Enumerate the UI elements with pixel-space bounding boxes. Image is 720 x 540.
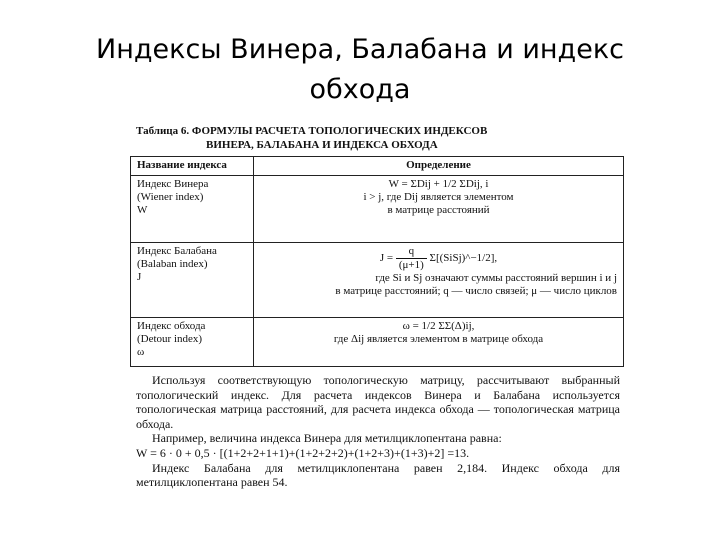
detour-name: Индекс обхода	[137, 320, 206, 332]
detour-name-cell	[131, 318, 254, 367]
balaban-explanation-1: где Si и Sj означают суммы расстояний вершин i и j	[375, 272, 617, 284]
detour-definition-cell	[254, 318, 624, 367]
wiener-formula: W = ΣDij + 1/2 ΣDij, i	[388, 178, 489, 190]
scanned-page	[128, 118, 626, 532]
detour-explanation: где Δij является элементом в матрице обхода	[333, 333, 544, 345]
balaban-fraction-den: (μ+1)	[398, 259, 424, 271]
table-caption-line1: Таблица 6. ФОРМУЛЫ РАСЧЕТА ТОПОЛОГИЧЕСКИХ ИНДЕКСОВ	[136, 125, 488, 137]
balaban-fraction-num: q	[396, 245, 427, 259]
balaban-formula-prefix: J =	[379, 252, 394, 265]
wiener-name-cell	[131, 176, 254, 243]
wiener-condition: i > j, где Dij является элементом	[363, 191, 514, 203]
table-row-balaban	[131, 243, 624, 318]
detour-formula: ω = 1/2 ΣΣ(Δ)ij,	[402, 320, 475, 332]
detour-name-en: (Detour index)	[137, 333, 203, 345]
slide-title-line1: Индексы Винера, Балабана и индекс	[96, 34, 624, 65]
header-definition: Определение	[254, 157, 624, 176]
balaban-name-en: (Balaban index)	[137, 258, 208, 270]
body-paragraph-1: Используя соответствующую топологическую матрицу, рассчитывают выбранный топологический индекс. Для расчета индексов Винера и Балабана используется топологическая матрица расстояний, для расчета индекса обхода — топологическая матрица обхода.	[136, 373, 620, 431]
table-caption-line2: ВИНЕРА, БАЛАБАНА И ИНДЕКСА ОБХОДА	[206, 139, 438, 151]
body-text	[128, 367, 626, 490]
body-paragraph-2-line1: Например, величина индекса Винера для метилциклопентана равна:	[152, 431, 502, 446]
balaban-name-cell	[131, 243, 254, 318]
body-paragraph-2-line2: W = 6 · 0 + 0,5 · [(1+2+2+1+1)+(1+2+2+2)+(1+2+3)+(1+3)+2] =13.	[136, 445, 470, 460]
balaban-formula-suffix: Σ[(SiSj)^−1/2],	[429, 252, 498, 265]
table-row-detour	[131, 318, 624, 367]
balaban-formula	[260, 245, 617, 272]
slide-title-line2: обхода	[309, 74, 411, 105]
balaban-explanation-2: в матрице расстояний; q — число связей; μ — число циклов	[335, 285, 617, 297]
wiener-matrix: в матрице расстояний	[387, 204, 490, 216]
table-row-wiener	[131, 176, 624, 243]
wiener-symbol: W	[137, 204, 148, 216]
formula-table	[130, 156, 624, 367]
wiener-definition-cell	[254, 176, 624, 243]
detour-symbol: ω	[137, 346, 145, 358]
balaban-symbol: J	[137, 271, 142, 283]
balaban-definition-cell	[254, 243, 624, 318]
balaban-fraction	[396, 245, 427, 272]
table-header-row	[131, 157, 624, 176]
wiener-name-en: (Wiener index)	[137, 191, 204, 203]
table-caption	[128, 118, 626, 156]
header-name: Название индекса	[131, 157, 254, 176]
slide-title	[60, 30, 660, 110]
wiener-name: Индекс Винера	[137, 178, 209, 190]
body-paragraph-3: Индекс Балабана для метилциклопентана равен 2,184. Индекс обхода для метилциклопентана равен 54.	[136, 460, 620, 490]
balaban-name: Индекс Балабана	[137, 245, 217, 257]
